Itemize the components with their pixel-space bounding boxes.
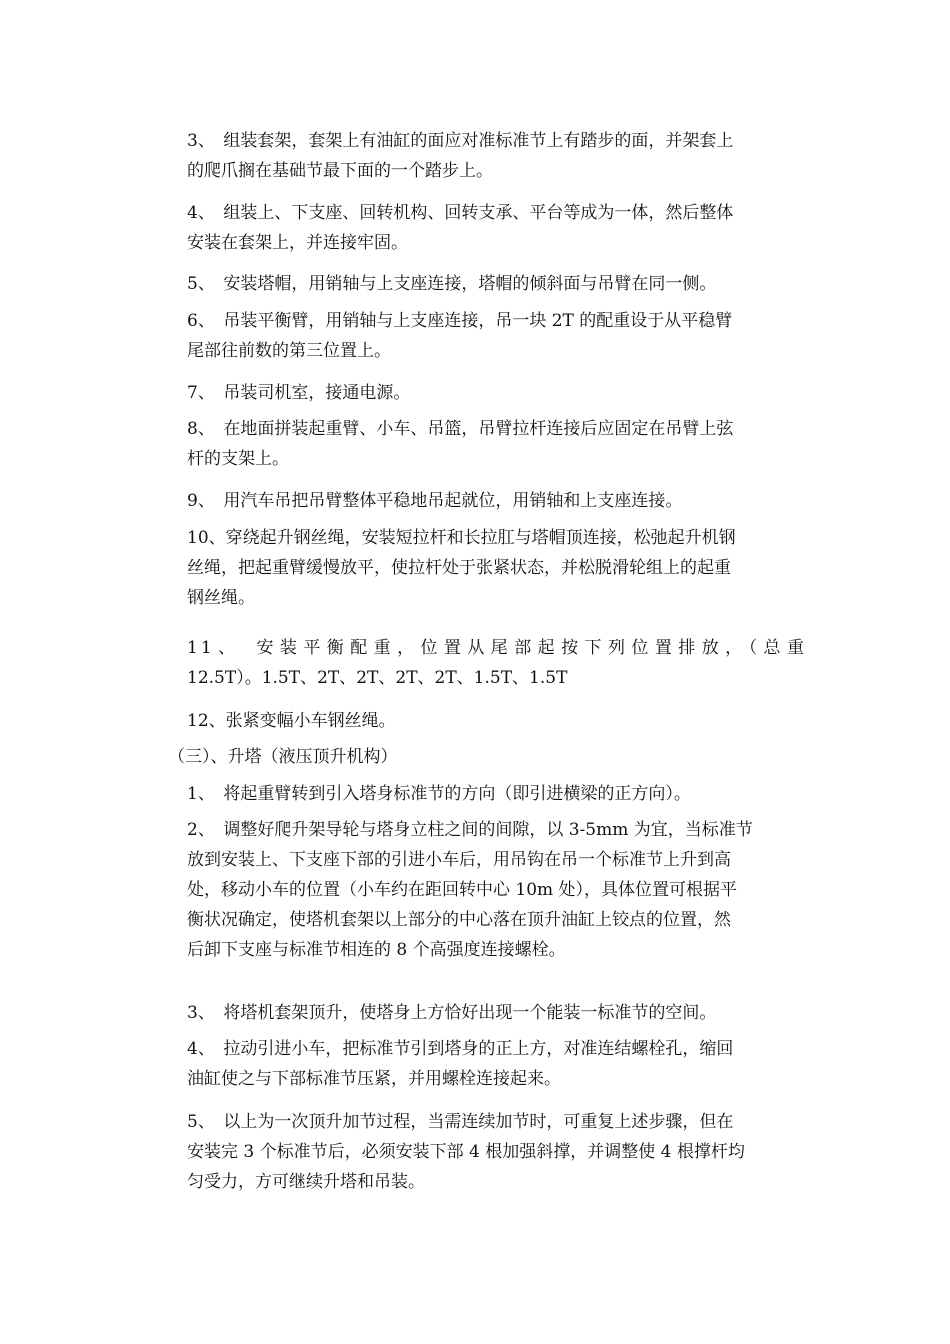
list-item-line: 匀受力，方可继续升塔和吊装。: [187, 1172, 425, 1192]
list-item-line: 4、 组装上、下支座、回转机构、回转支承、平台等成为一体，然后整体: [187, 203, 734, 223]
list-item-3: [187, 126, 807, 186]
list-item-line: 钢丝绳。: [187, 588, 255, 608]
list-item-line: 11、 安装平衡配重，位置从尾部起按下列位置排放，（总重: [187, 638, 807, 658]
list-item-line: 油缸使之与下部标准节压紧，并用螺栓连接起来。: [187, 1069, 561, 1089]
list-item-line: 3、 将塔机套架顶升，使塔身上方恰好出现一个能装一标准节的空间。: [187, 1003, 717, 1023]
list-item-line: 杆的支架上。: [187, 449, 289, 469]
list-item-line: 12、张紧变幅小车钢丝绳。: [187, 711, 396, 731]
list-item-line: 5、 安装塔帽，用销轴与上支座连接，塔帽的倾斜面与吊臂在同一侧。: [187, 274, 717, 294]
list-item-line: 4、 拉动引进小车，把标准节引到塔身的正上方，对准连结螺栓孔，缩回: [187, 1039, 734, 1059]
list-item-5: [187, 269, 807, 299]
list-item-3b: [187, 998, 807, 1028]
list-item-line: 尾部往前数的第三位置上。: [187, 341, 391, 361]
list-item-9: [187, 486, 807, 516]
list-item-line: 1、 将起重臂转到引入塔身标准节的方向（即引进横梁的正方向）。: [187, 784, 691, 804]
list-item-2: [187, 815, 807, 965]
list-item-11: [187, 633, 807, 693]
list-item-5b: [187, 1107, 807, 1197]
list-item-line: 12.5T）。1.5T、2T、2T、2T、2T、1.5T、1.5T: [187, 668, 568, 688]
list-item-12: [187, 706, 807, 736]
section-heading: （三）、升塔（液压顶升机构）: [168, 747, 398, 767]
list-item-line: 2、 调整好爬升架导轮与塔身立柱之间的间隙，以 3-5mm 为宜，当标准节: [187, 820, 753, 840]
list-item-line: 9、 用汽车吊把吊臂整体平稳地吊起就位，用销轴和上支座连接。: [187, 491, 683, 511]
list-item-4b: [187, 1034, 807, 1094]
list-item-line: 的爬爪搁在基础节最下面的一个踏步上。: [187, 161, 493, 181]
list-item-line: 8、 在地面拼装起重臂、小车、吊篮，吊臂拉杆连接后应固定在吊臂上弦: [187, 419, 734, 439]
list-item-8: [187, 414, 807, 474]
list-item-line: 后卸下支座与标准节相连的 8 个高强度连接螺栓。: [187, 940, 566, 960]
list-item-1: [187, 779, 807, 809]
list-item-line: 6、 吊装平衡臂，用销轴与上支座连接，吊一块 2T 的配重设于从平稳臂: [187, 311, 733, 331]
list-item-line: 3、 组装套架，套架上有油缸的面应对准标准节上有踏步的面，并架套上: [187, 131, 734, 151]
list-item-line: 衡状况确定，使塔机套架以上部分的中心落在顶升油缸上铰点的位置，然: [187, 910, 731, 930]
list-item-7: [187, 378, 807, 408]
list-item-line: 安装在套架上，并连接牢固。: [187, 233, 408, 253]
list-item-6: [187, 306, 807, 366]
list-item-10: [187, 523, 807, 613]
list-item-line: 5、 以上为一次顶升加节过程，当需连续加节时，可重复上述步骤，但在: [187, 1112, 734, 1132]
list-item-4: [187, 198, 807, 258]
list-item-line: 放到安装上、下支座下部的引进小车后，用吊钩在吊一个标准节上升到高: [187, 850, 731, 870]
list-item-line: 10、穿绕起升钢丝绳，安装短拉杆和长拉肛与塔帽顶连接，松弛起升机钢: [187, 528, 736, 548]
list-item-line: 丝绳，把起重臂缓慢放平，使拉杆处于张紧状态，并松脱滑轮组上的起重: [187, 558, 731, 578]
list-item-line: 处，移动小车的位置（小车约在距回转中心 10m 处），具体位置可根据平: [187, 880, 738, 900]
list-item-line: 安装完 3 个标准节后，必须安装下部 4 根加强斜撑，并调整使 4 根撑杆均: [187, 1142, 745, 1162]
list-item-line: 7、 吊装司机室，接通电源。: [187, 383, 411, 403]
